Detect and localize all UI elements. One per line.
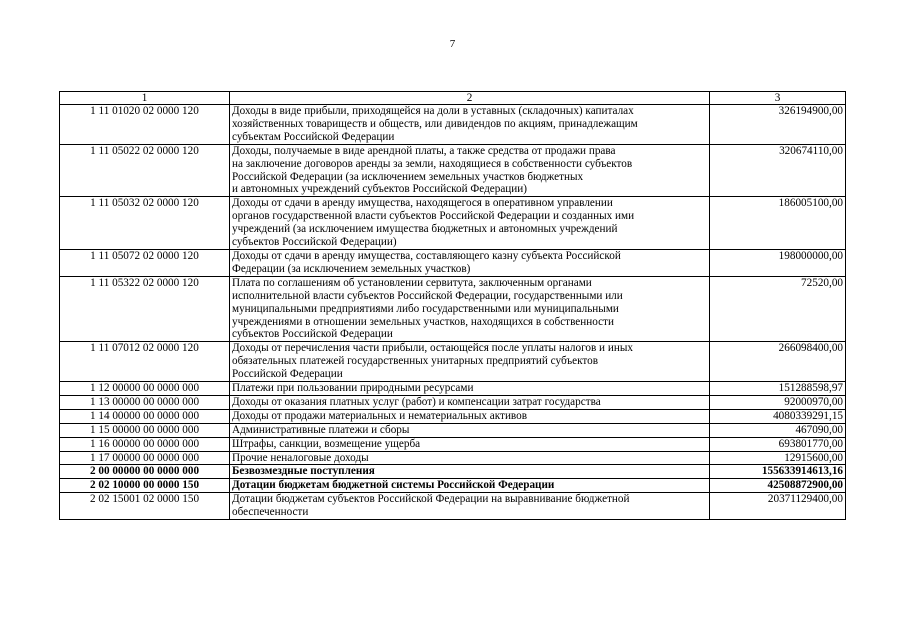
amount-cell: 693801770,00 (710, 437, 846, 451)
amount-cell: 42508872900,00 (710, 479, 846, 493)
budget-code-cell: 2 02 10000 00 0000 150 (60, 479, 230, 493)
revenue-name-cell: Платежи при пользовании природными ресурсами (230, 382, 710, 396)
revenue-name-cell: Доходы в виде прибыли, приходящейся на доли в уставных (складочных) капиталах хозяйственных товариществ и обществ, или дивидендов по акциям, принадлежащим субъектам Российской Федерации (230, 105, 710, 145)
table-row (60, 276, 846, 342)
table-body (60, 105, 846, 520)
amount-cell: 326194900,00 (710, 105, 846, 145)
table-row (60, 249, 846, 276)
amount-cell: 198000000,00 (710, 249, 846, 276)
table-row (60, 437, 846, 451)
revenue-name-cell: Дотации бюджетам субъектов Российской Федерации на выравнивание бюджетной обеспеченности (230, 493, 710, 520)
budget-code-cell: 1 14 00000 00 0000 000 (60, 409, 230, 423)
column-header-amount: 3 (710, 92, 846, 105)
revenue-name-cell: Доходы от сдачи в аренду имущества, находящегося в оперативном управлении органов государственной власти субъектов Российской Федерации и созданных ими учреждений (за исключением имущества бюджетных и автономных учреждений субъектов Российской Федерации) (230, 197, 710, 250)
revenue-name-cell: Плата по соглашениям об установлении сервитута, заключенным органами исполнительной власти субъектов Российской Федерации, государственными или муниципальными предприятиями либо государственными или муниципальными учреждениями в отношении земельных участков, находящихся в собственности субъектов Российской Федерации (230, 276, 710, 342)
amount-cell: 92000970,00 (710, 395, 846, 409)
amount-cell: 151288598,97 (710, 382, 846, 396)
revenue-name-cell: Штрафы, санкции, возмещение ущерба (230, 437, 710, 451)
amount-cell: 320674110,00 (710, 144, 846, 197)
page-number: 7 (449, 38, 456, 50)
revenue-name-cell: Доходы от оказания платных услуг (работ) и компенсации затрат государства (230, 395, 710, 409)
table-row (60, 423, 846, 437)
revenue-name-cell: Доходы, получаемые в виде арендной платы, а также средства от продажи права на заключение договоров аренды за земли, находящиеся в собственности субъектов Российской Федерации (за исключением земельных участков бюджетных и автономных учреждений субъектов Российской Федерации) (230, 144, 710, 197)
budget-code-cell: 1 11 05032 02 0000 120 (60, 197, 230, 250)
amount-cell: 266098400,00 (710, 342, 846, 382)
budget-code-cell: 1 11 07012 02 0000 120 (60, 342, 230, 382)
amount-cell: 20371129400,00 (710, 493, 846, 520)
revenue-name-cell: Доходы от продажи материальных и нематериальных активов (230, 409, 710, 423)
budget-code-cell: 1 12 00000 00 0000 000 (60, 382, 230, 396)
amount-cell: 186005100,00 (710, 197, 846, 250)
revenue-name-cell: Доходы от сдачи в аренду имущества, составляющего казну субъекта Российской Федерации (за исключением земельных участков) (230, 249, 710, 276)
budget-code-cell: 1 11 01020 02 0000 120 (60, 105, 230, 145)
revenue-name-cell: Административные платежи и сборы (230, 423, 710, 437)
table-header-row (60, 92, 846, 105)
table-row (60, 493, 846, 520)
table-row (60, 197, 846, 250)
column-header-name: 2 (230, 92, 710, 105)
budget-code-cell: 1 11 05322 02 0000 120 (60, 276, 230, 342)
table-row (60, 342, 846, 382)
amount-cell: 467090,00 (710, 423, 846, 437)
budget-code-cell: 1 13 00000 00 0000 000 (60, 395, 230, 409)
budget-code-cell: 1 11 05022 02 0000 120 (60, 144, 230, 197)
table-row (60, 451, 846, 465)
budget-code-cell: 1 11 05072 02 0000 120 (60, 249, 230, 276)
budget-code-cell: 2 00 00000 00 0000 000 (60, 465, 230, 479)
amount-cell: 155633914613,16 (710, 465, 846, 479)
table-row (60, 465, 846, 479)
column-header-code: 1 (60, 92, 230, 105)
table-row (60, 395, 846, 409)
revenue-name-cell: Безвозмездные поступления (230, 465, 710, 479)
amount-cell: 72520,00 (710, 276, 846, 342)
budget-code-cell: 2 02 15001 02 0000 150 (60, 493, 230, 520)
revenue-name-cell: Дотации бюджетам бюджетной системы Российской Федерации (230, 479, 710, 493)
revenue-name-cell: Прочие неналоговые доходы (230, 451, 710, 465)
table-row (60, 382, 846, 396)
revenue-name-cell: Доходы от перечисления части прибыли, остающейся после уплаты налогов и иных обязательных платежей государственных унитарных предприятий субъектов Российской Федерации (230, 342, 710, 382)
amount-cell: 4080339291,15 (710, 409, 846, 423)
budget-code-cell: 1 16 00000 00 0000 000 (60, 437, 230, 451)
amount-cell: 12915600,00 (710, 451, 846, 465)
table-row (60, 105, 846, 145)
table-row (60, 144, 846, 197)
budget-code-cell: 1 17 00000 00 0000 000 (60, 451, 230, 465)
table-row (60, 409, 846, 423)
table-row (60, 479, 846, 493)
budget-revenue-table (59, 91, 846, 520)
budget-code-cell: 1 15 00000 00 0000 000 (60, 423, 230, 437)
